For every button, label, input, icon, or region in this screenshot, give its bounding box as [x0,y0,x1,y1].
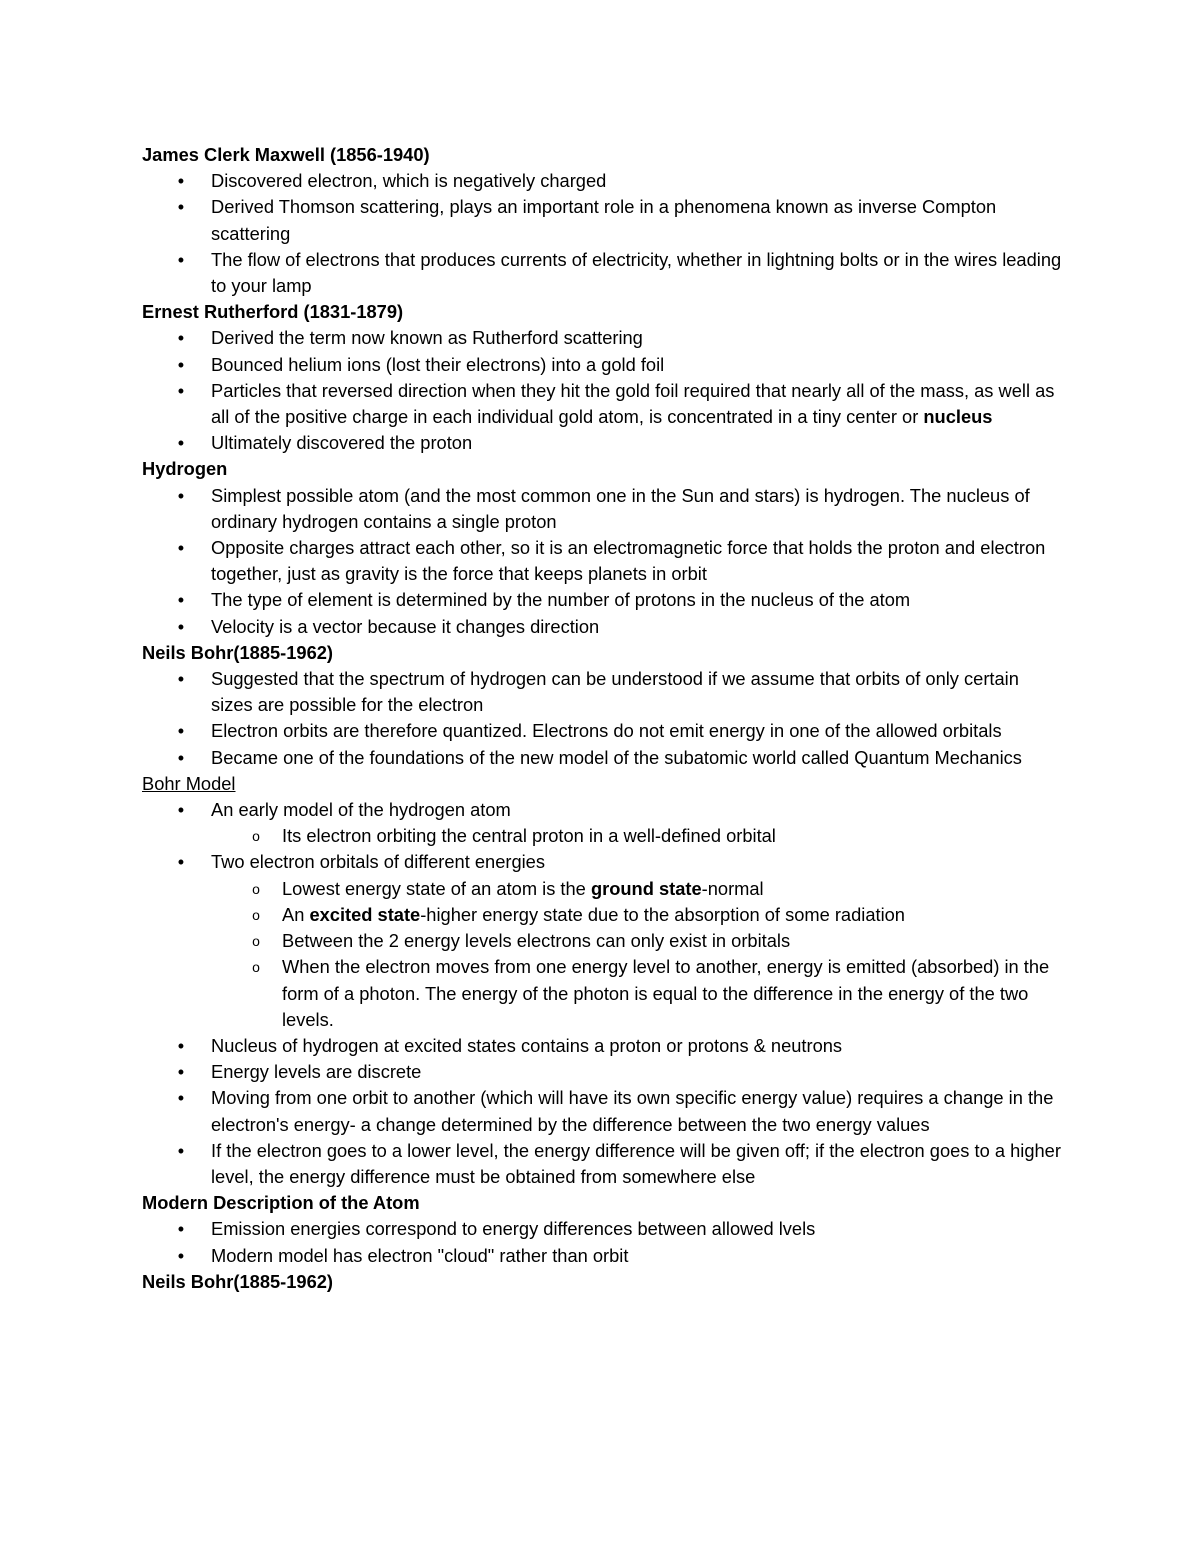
list-item: • Discovered electron, which is negatively charged [142,168,1062,194]
bold-term-nucleus: nucleus [923,406,993,428]
bullet-icon: • [177,746,185,768]
list-item: • Nucleus of hydrogen at excited states contains a proton or protons & neutrons [142,1033,1062,1059]
section-heading-modern: Modern Description of the Atom [142,1192,420,1214]
bullet-icon: • [177,484,185,506]
bullet-icon: • [177,1087,185,1109]
section-heading-hydrogen: Hydrogen [142,458,228,480]
circle-bullet-icon: o [252,828,260,845]
sub-list-item: o Between the 2 energy levels electrons can only exist in orbitals [142,928,1062,954]
list-item: • Simplest possible atom (and the most common one in the Sun and stars) is hydrogen. The nucleus of ordinary hydrogen contains a single proton [142,483,1062,535]
bullet-icon: • [177,615,185,637]
list-item: • If the electron goes to a lower level, the energy difference will be given off; if the electron goes to a higher level, the energy difference must be obtained from somewhere else [142,1138,1062,1190]
circle-bullet-icon: o [252,880,260,897]
section-heading-bohr-repeat: Neils Bohr(1885-1962) [142,1270,334,1292]
section-heading-bohr: Neils Bohr(1885-1962) [142,641,334,663]
section-list-modern [142,1216,1062,1268]
sub-list-item: o An excited state-higher energy state due to the absorption of some radiation [142,902,1062,928]
list-item: • Suggested that the spectrum of hydrogen can be understood if we assume that orbits of only certain sizes are possible for the electron [142,666,1062,718]
list-item: • Modern model has electron "cloud" rather than orbit [142,1243,1062,1269]
bullet-icon: • [177,353,185,375]
bold-term-excited-state: excited state [309,903,421,925]
list-item: • Became one of the foundations of the new model of the subatomic world called Quantum Mechanics [142,745,1062,771]
bullet-icon: • [177,589,185,611]
list-item: • Emission energies correspond to energy differences between allowed lvels [142,1216,1062,1242]
list-item: • Moving from one orbit to another (which will have its own specific energy value) requires a change in the electron's energy- a change determined by the difference between the two energy values [142,1085,1062,1137]
list-item: • The type of element is determined by the number of protons in the nucleus of the atom [142,587,1062,613]
list-item: • Bounced helium ions (lost their electrons) into a gold foil [142,352,1062,378]
bullet-icon: • [177,1218,185,1240]
list-item: • Derived the term now known as Rutherford scattering [142,325,1062,351]
list-item: • Velocity is a vector because it changes direction [142,614,1062,640]
list-item: • The flow of electrons that produces currents of electricity, whether in lightning bolts or in the wires leading to your lamp [142,247,1062,299]
document-page [142,142,1062,1295]
sub-list-item: o Lowest energy state of an atom is the ground state-normal [142,876,1062,902]
section-list-maxwell [142,168,1062,299]
section-heading-bohr-model: Bohr Model [142,772,236,794]
bullet-icon: • [177,1139,185,1161]
sub-list-item: o Its electron orbiting the central proton in a well-defined orbital [142,823,1062,849]
bold-term-ground-state: ground state [590,877,702,899]
section-list-bohr-model [142,797,1062,1190]
list-item: • An early model of the hydrogen atom [142,797,1062,823]
list-item: • Two electron orbitals of different energies [142,849,1062,875]
bullet-icon: • [177,668,185,690]
circle-bullet-icon: o [252,933,260,950]
list-item: • Particles that reversed direction when they hit the gold foil required that nearly all of the mass, as well as all of the positive charge in each individual gold atom, is concentrated in a tiny center or nucleus [142,378,1062,430]
bullet-icon: • [177,537,185,559]
bullet-icon: • [177,1061,185,1083]
bullet-icon: • [177,799,185,821]
bullet-icon: • [177,720,185,742]
list-item: • Derived Thomson scattering, plays an important role in a phenomena known as inverse Compton scattering [142,194,1062,246]
bullet-icon: • [177,327,185,349]
list-item: • Ultimately discovered the proton [142,430,1062,456]
section-list-bohr [142,666,1062,771]
list-item: • Electron orbits are therefore quantized. Electrons do not emit energy in one of the allowed orbitals [142,718,1062,744]
bullet-icon: • [177,851,185,873]
bullet-icon: • [177,170,185,192]
section-list-hydrogen [142,483,1062,640]
bullet-icon: • [177,432,185,454]
section-list-rutherford [142,325,1062,456]
bullet-icon: • [177,248,185,270]
bullet-icon: • [177,196,185,218]
bullet-icon: • [177,1034,185,1056]
bullet-icon: • [177,379,185,401]
section-heading-maxwell: James Clerk Maxwell (1856-1940) [142,144,430,165]
circle-bullet-icon: o [252,906,260,923]
circle-bullet-icon: o [252,959,260,976]
list-item: • Opposite charges attract each other, so it is an electromagnetic force that holds the proton and electron together, just as gravity is the force that keeps planets in orbit [142,535,1062,587]
sub-list-item: o When the electron moves from one energy level to another, energy is emitted (absorbed) in the form of a photon. The energy of the photon is equal to the difference in the energy of the two levels. [142,954,1062,1033]
list-item: • Energy levels are discrete [142,1059,1062,1085]
section-heading-rutherford: Ernest Rutherford (1831-1879) [142,301,404,323]
bullet-icon: • [177,1244,185,1266]
